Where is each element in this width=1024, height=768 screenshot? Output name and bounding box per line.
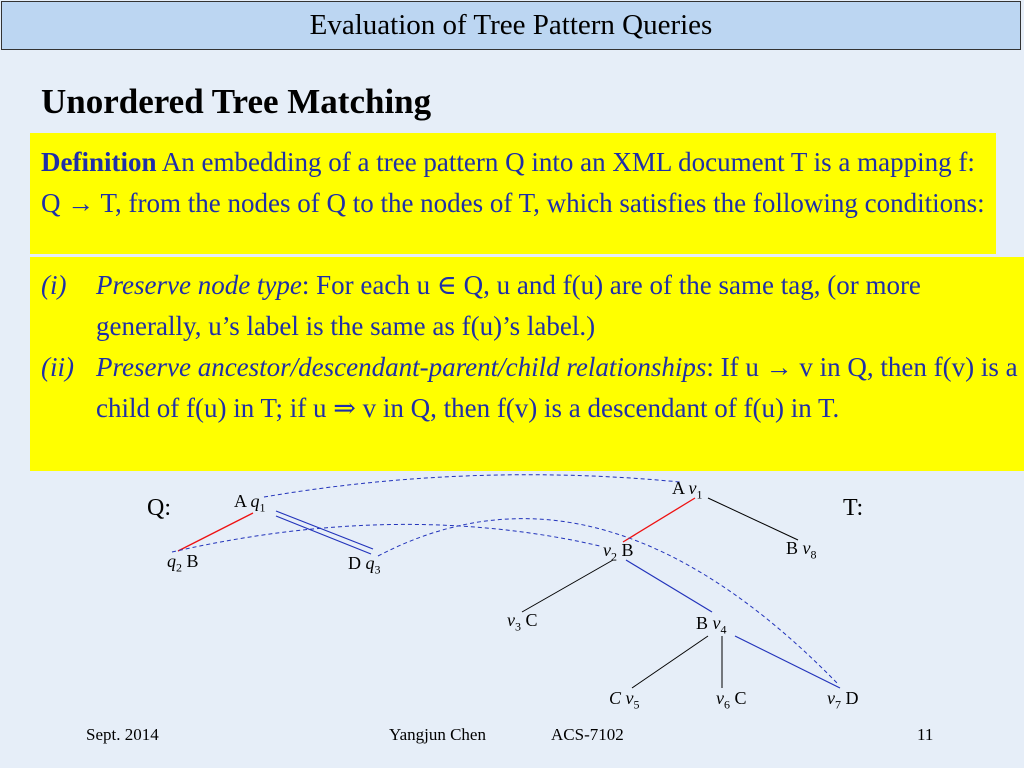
query-node	[348, 553, 381, 578]
node-tag: B	[186, 551, 199, 571]
footer-course: ACS-7102	[551, 725, 624, 744]
node-sub: 4	[720, 622, 727, 637]
node-tag: C	[609, 688, 622, 708]
node-var: v	[712, 613, 721, 633]
node-var: v	[603, 540, 611, 560]
tree-node	[696, 613, 727, 638]
node-var: q	[167, 551, 176, 571]
edge-v4-v5	[632, 636, 708, 688]
node-var: v	[716, 688, 724, 708]
node-sub: 6	[724, 697, 730, 712]
mapping-q2-v2	[172, 524, 600, 552]
condition-title: Preserve node type	[96, 270, 302, 300]
node-tag: A	[672, 478, 685, 498]
node-sub: 8	[810, 547, 817, 562]
definition-body: An embedding of a tree pattern Q into an XML document T is a mapping f: Q → T, from the nodes of Q to the nodes of T, which satisfies the following conditions:	[41, 147, 985, 218]
edge-q1-q2	[178, 513, 253, 551]
node-sub: 7	[835, 697, 841, 712]
node-var: v	[688, 478, 697, 498]
query-node	[234, 491, 266, 516]
definition-text	[41, 142, 991, 252]
node-var: v	[625, 688, 634, 708]
node-var: v	[827, 688, 835, 708]
tree-node	[672, 478, 703, 503]
node-tag: D	[845, 688, 859, 708]
condition-text: : If u → v in Q, then f(v) is a child of f(u) in T; if u ⇒ v in Q, then f(v) is a descendant of f(u) in T.	[96, 352, 1018, 423]
tree-node	[786, 538, 817, 563]
node-tag: A	[234, 491, 247, 511]
edge-q1-q3-b	[276, 516, 371, 554]
tree-node	[507, 610, 538, 635]
condition-item	[41, 265, 1021, 347]
node-tag: C	[525, 610, 538, 630]
node-tag: B	[696, 613, 709, 633]
node-sub: 5	[633, 697, 640, 712]
condition-text: : For each u ∈ Q, u and f(u) are of the same tag, (or more generally, u’s label is the same as f(u)’s label.)	[96, 270, 921, 341]
edge-v2-v3	[522, 560, 613, 612]
node-sub: 3	[374, 562, 381, 577]
mapping-q1-v1	[264, 475, 680, 497]
node-var: v	[802, 538, 811, 558]
node-var: q	[365, 553, 375, 573]
node-tag: B	[786, 538, 799, 558]
tree-node	[827, 688, 859, 713]
section-heading: Unordered Tree Matching	[41, 82, 432, 121]
edge-v1-v2	[623, 498, 695, 542]
condition-item	[41, 347, 1021, 429]
node-var: v	[507, 610, 515, 630]
condition-number: (ii)	[41, 352, 74, 382]
node-sub: 2	[176, 560, 182, 575]
node-sub: 1	[259, 500, 266, 515]
node-sub: 2	[611, 549, 617, 564]
edge-v4-v7	[735, 636, 840, 688]
query-label: Q:	[147, 495, 171, 521]
tree-label: T:	[843, 495, 864, 521]
definition-label: Definition	[41, 147, 157, 177]
edge-v2-v4	[626, 560, 712, 612]
condition-number: (i)	[41, 270, 67, 300]
tree-node	[609, 688, 640, 713]
node-sub: 3	[515, 619, 521, 634]
node-tag: C	[734, 688, 747, 708]
footer-author: Yangjun Chen	[389, 725, 486, 744]
node-tag: B	[621, 540, 634, 560]
node-sub: 1	[696, 487, 703, 502]
node-tag: D	[348, 553, 361, 573]
footer-date: Sept. 2014	[86, 725, 159, 744]
slide-title: Evaluation of Tree Pattern Queries	[1, 1, 1021, 50]
tree-node	[716, 688, 747, 713]
tree-node	[603, 540, 634, 565]
node-var: q	[250, 491, 260, 511]
query-node	[167, 551, 199, 576]
page-number: 11	[917, 725, 934, 744]
edge-v1-v8	[708, 498, 798, 540]
condition-title: Preserve ancestor/descendant-parent/child relationships	[96, 352, 707, 382]
edge-q1-q3-a	[276, 511, 373, 549]
